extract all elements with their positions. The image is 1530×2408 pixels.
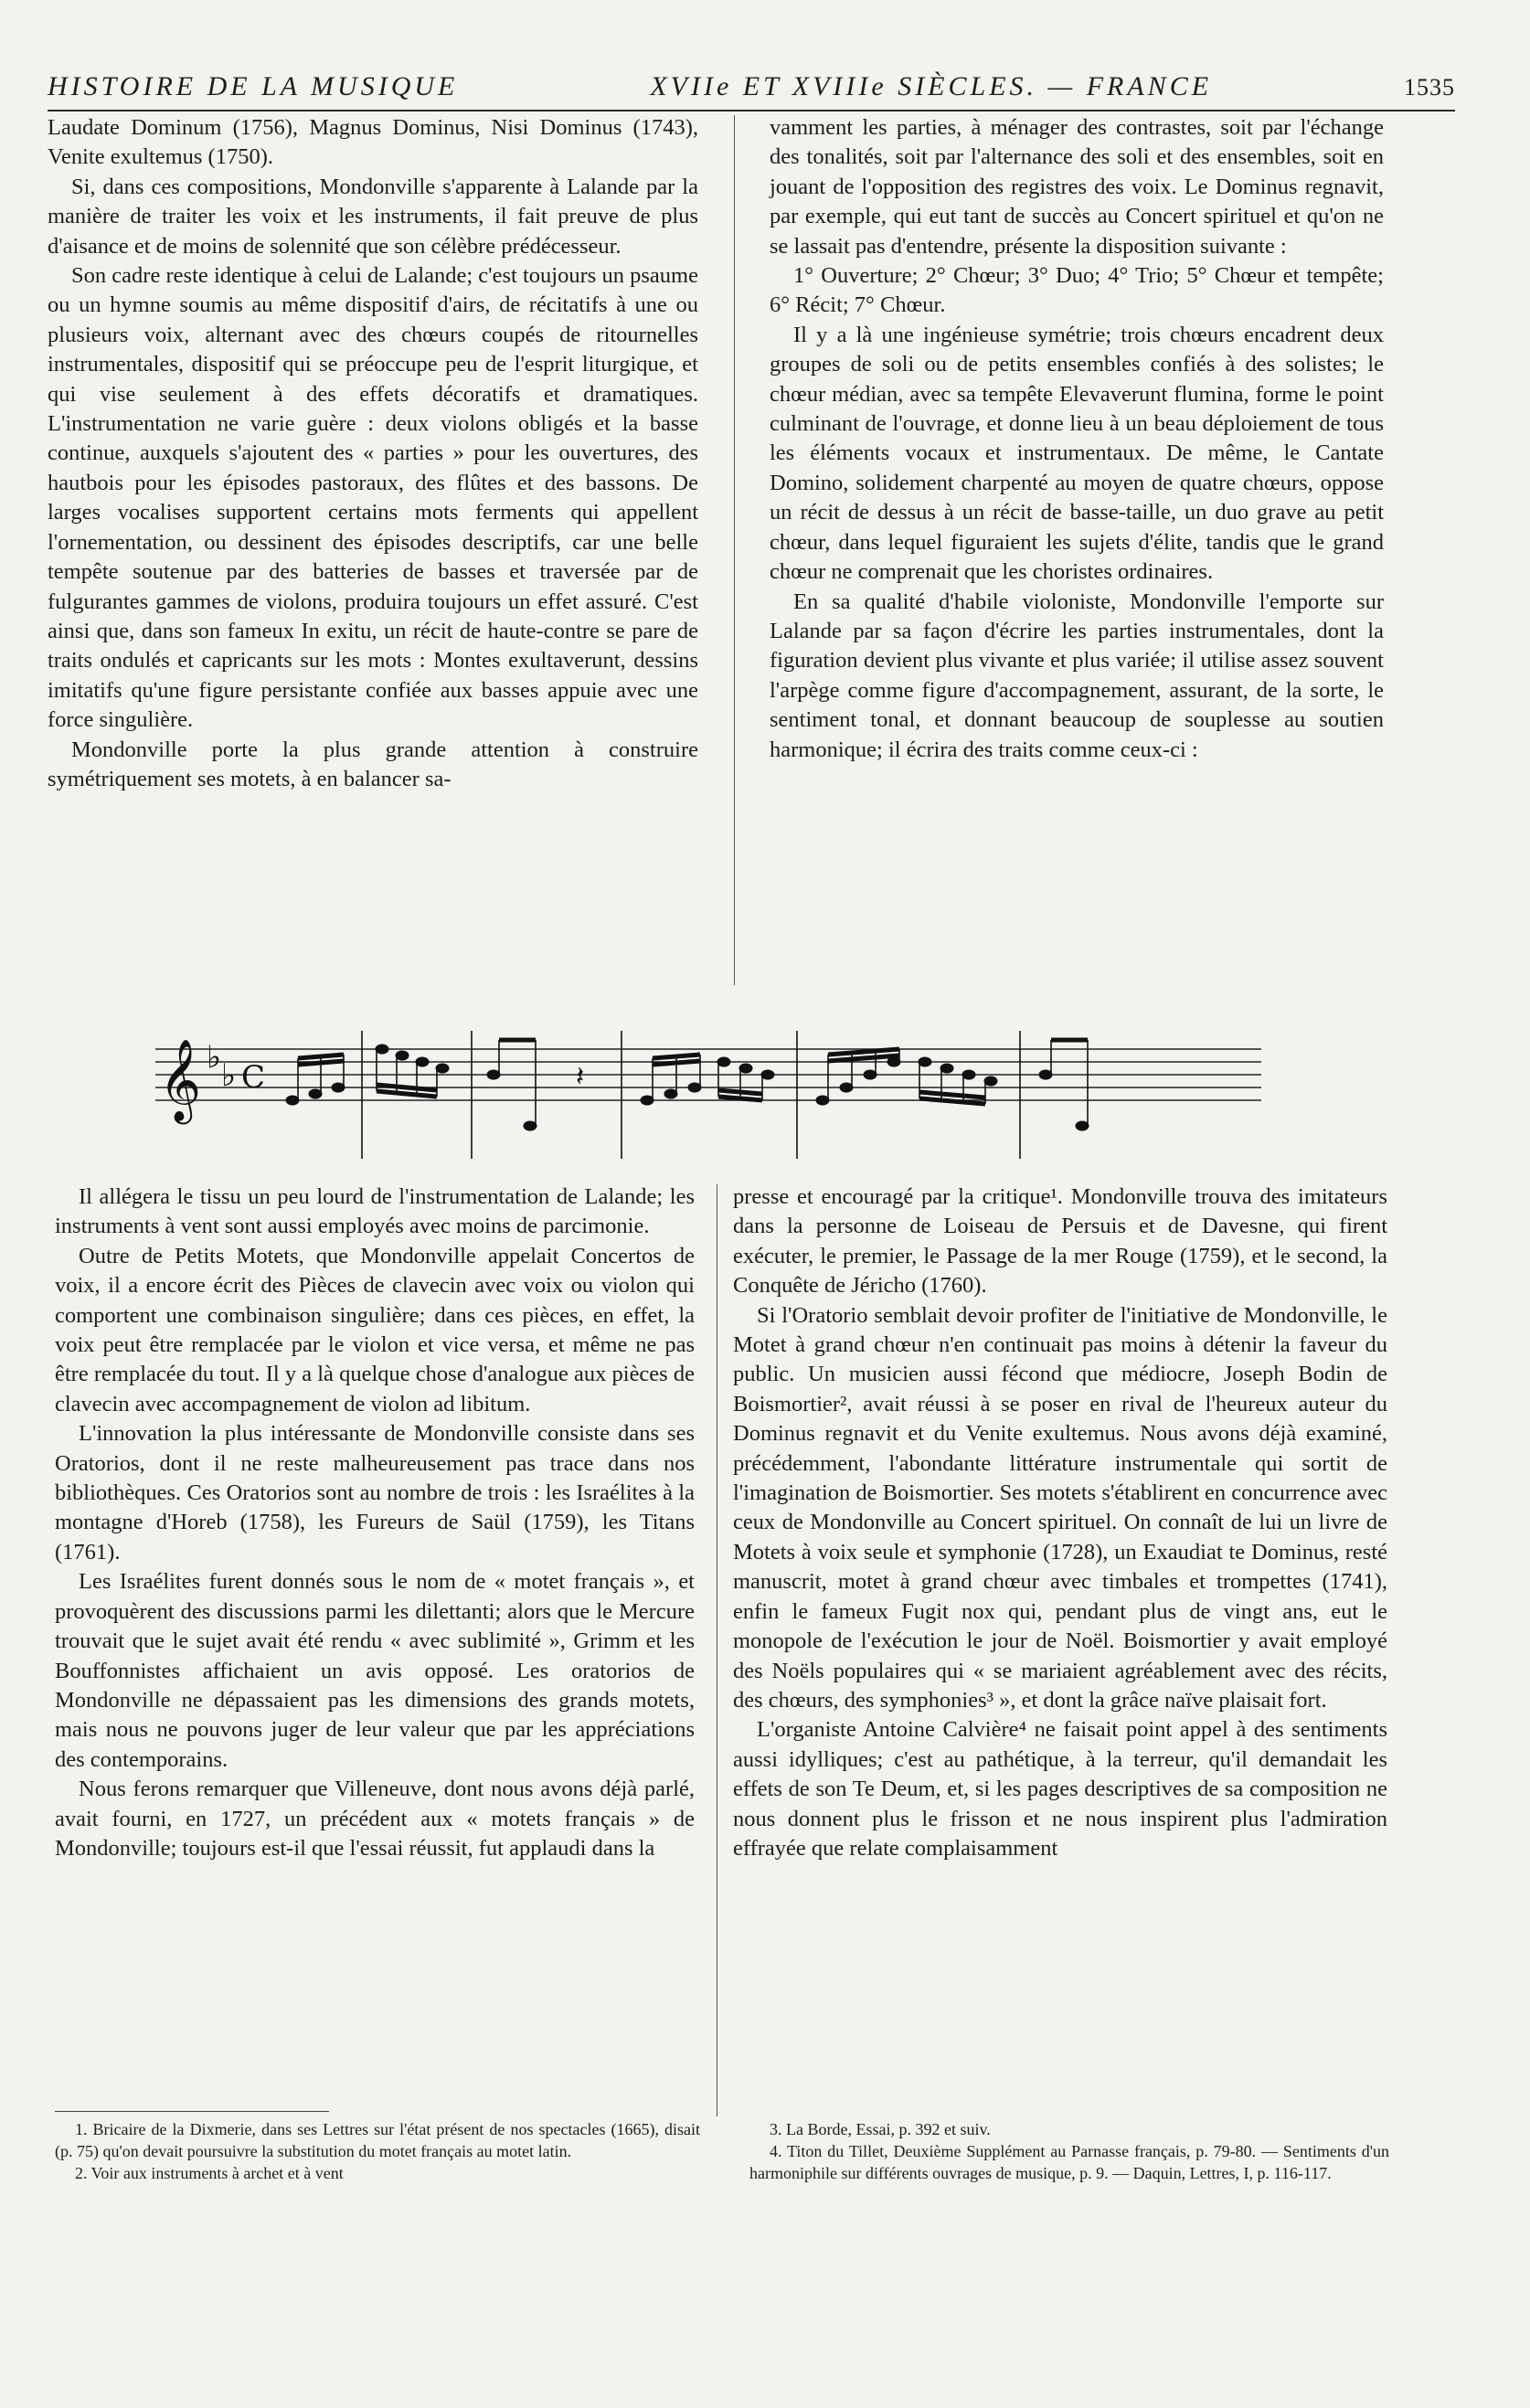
footnote: 1. Bricaire de la Dixmerie, dans ses Lettres sur l'état présent de nos spectacles (1665), disait (p. 75) qu'on devait poursuivre la substitution du motet français au motet latin. [55,2120,700,2160]
running-header [48,71,1455,111]
left-column-bottom [55,1183,695,1863]
paragraph: Il allégera le tissu un peu lourd de l'instrumentation de Lalande; les instruments à vent sont aussi employés avec moins de parcimonie. [55,1184,695,1239]
music-example [146,1022,1270,1168]
paragraph: Nous ferons remarquer que Villeneuve, dont nous avons déjà parlé, avait fourni, en 1727, un précédent aux « motets français » de Mondonville; toujours est-il que l'essai réussit, fut applaudi dans la [55,1777,695,1861]
paragraph: L'innovation la plus intéressante de Mondonville consiste dans ses Oratorios, dont il ne reste malheureusement pas trace dans nos bibliothèques. Ces Oratorios sont au nombre de trois : les Israélites à la montagne d'Horeb (1758), les Fureurs de Saül (1759), les Titans (1761). [55,1421,695,1565]
paragraph: Son cadre reste identique à celui de Lalande; c'est toujours un psaume ou un hymne soumis au même dispositif d'airs, de récitatifs à une ou plusieurs voix, alternant avec des chœurs coupés de ritournelles instrumentales, dispositif qui se préoccupe peu de l'esprit liturgique, et qui vise seulement à des effets décoratifs et dramatiques. L'instrumentation ne varie guère : deux violons obligés et la basse continue, auxquels s'ajoutent des « parties » pour les ouvertures, des hautbois pour les épisodes pastoraux, des flûtes et des bassons. De larges vocalises supportent certains mots ferments qui appellent l'ornementation, ou dessinent des épisodes descriptifs, car une belle tempête soutenue par des batteries de basses et traversée par de fulgurantes gammes de violons, produira toujours un effet assuré. C'est ainsi que, dans son fameux In exitu, un récit de haute-contre se pare de traits ondulés et capricants sur les mots : Montes exultaverunt, dessins imitatifs qu'une figure persistante confiée aux basses appuie avec une force singulière. [48,263,698,733]
treble-clef-icon: 𝄞 [159,1039,202,1121]
svg-text:𝄽: 𝄽 [576,1062,585,1092]
paragraph: vamment les parties, à ménager des contrastes, soit par l'échange des tonalités, soit par l'alternance des soli et des ensembles, soit en jouant de l'opposition des registres des voix. Le Dominus regnavit, par exemple, qui eut tant de succès au Concert spirituel et qu'on ne se lassait pas d'entendre, présente la disposition suivante : [770,115,1384,259]
page-number: 1535 [1404,74,1455,101]
paragraph: Si, dans ces compositions, Mondonville s'apparente à Lalande par la manière de traiter les voix et les instruments, il fait preuve de plus d'aisance et de moins de solennité que son célèbre prédécesseur. [48,174,698,259]
footnote: 4. Titon du Tillet, Deuxième Supplément au Parnasse français, p. 79-80. — Sentiments d'un harmoniphile sur différents ouvrages de musique, p. 9. — Daquin, Lettres, I, p. 116-117. [749,2142,1389,2182]
paragraph: Outre de Petits Motets, que Mondonville appelait Concertos de voix, il a encore écrit des Pièces de clavecin avec voix ou violon qui comportent une combinaison singulière; dans ces pièces, en effet, la voix peut être remplacée par le violon et vice versa, et même ne pas être remplacée du tout. Il y a là quelque chose d'analogue aux pièces de clavecin avec accompagnement de violon ad libitum. [55,1243,695,1416]
right-column-top [770,113,1384,765]
flat-icon: ♭ [207,1039,222,1076]
paragraph: L'organiste Antoine Calvière⁴ ne faisait point appel à des sentiments aussi idylliques; c'est au pathétique, à la terreur, qu'il demandait les effets de son Te Deum, et, si les pages descriptives de sa composition ne nous donnent plus le frisson et ne nous inspirent plus l'admiration effrayée que relate complaisamment [733,1717,1387,1861]
header-title-right: XVIIe ET XVIIIe SIÈCLES. — FRANCE [650,71,1213,101]
time-signature: C [241,1059,266,1096]
paragraph: 1° Ouverture; 2° Chœur; 3° Duo; 4° Trio; 5° Chœur et tempête; 6° Récit; 7° Chœur. [770,263,1384,318]
music-notes [286,1031,1089,1159]
paragraph: Il y a là une ingénieuse symétrie; trois chœurs encadrent deux groupes de soli ou de petits ensembles confiés à des solistes; le chœur médian, avec sa tempête Elevaverunt flumina, forme le point culminant de l'ouvrage, et donne lieu à un beau déploiement de tous les éléments vocaux et instrumentaux. De même, le Cantate Domino, solidement charpenté au moyen de quatre chœurs, oppose un récit de dessus à un récit de basse-taille, un duo grave au petit chœur, dans lequel figuraient les sujets d'élite, tandis que le grand chœur ne comprenait que les choristes ordinaires. [770,322,1384,585]
column-divider [734,115,735,985]
paragraph: presse et encouragé par la critique¹. Mondonville trouva des imitateurs dans la personne de Loiseau de Persuis et de Davesne, qui firent exécuter, le premier, le Passage de la mer Rouge (1759), et le second, la Conquête de Jéricho (1760). [733,1184,1387,1299]
paragraph: Les Israélites furent donnés sous le nom de « motet français », et provoquèrent des discussions parmi les dilettanti; alors que le Mercure trouvait que le sujet avait été rendu « avec sublimité », Grimm et les Bouffonnistes affichaient un avis opposé. Les oratorios de Mondonville ne dépassaient pas les dimensions des grands motets, mais nous ne pouvons juger de leur valeur que par les appréciations des contemporains. [55,1569,695,1772]
paragraph: Laudate Dominum (1756), Magnus Dominus, Nisi Dominus (1743), Venite exultemus (1750). [48,115,698,170]
footnotes-right [749,2118,1389,2184]
paragraph: Mondonville porte la plus grande attention à construire symétriquement ses motets, à en balancer sa- [48,737,698,791]
header-title-left: HISTOIRE DE LA MUSIQUE [48,71,459,101]
right-column-bottom [733,1183,1387,1863]
footnote: 3. La Borde, Essai, p. 392 et suiv. [770,2120,991,2138]
footnote: 2. Voir aux instruments à archet et à vent [75,2164,344,2182]
paragraph: En sa qualité d'habile violoniste, Mondonville l'emporte sur Lalande par sa façon d'écrire les parties instrumentales, dont la figuration devient plus vivante et plus variée; il utilise assez souvent l'arpège comme figure d'accompagnement, assurant, de la sorte, le sentiment tonal, et donnant beaucoup de souplesse au soutien harmonique; il écrira des traits comme ceux-ci : [770,589,1384,762]
footnotes-left [55,2118,700,2184]
paragraph: Si l'Oratorio semblait devoir profiter de l'initiative de Mondonville, le Motet à grand chœur n'en continuait pas moins à détenir la faveur du public. Un musicien aussi fécond que médiocre, Joseph Bodin de Boismortier², avait réussi à se poser en rival de l'heureux auteur du Dominus regnavit et du Venite exultemus. Nous avons déjà examiné, précédemment, l'abondante littérature instrumentale qui sortit de l'imagination de Boismortier. Ses motets s'établirent en concurrence avec ceux de Mondonville au Concert spirituel. On connaît de lui un livre de Motets à voix seule et symphonie (1728), un Exaudiat te Dominus, resté manuscrit, motet à grand chœur avec timbales et trompettes (1741), enfin le fameux Fugit nox qui, pendant plus de vingt ans, eut le monopole de l'exécution le jour de Noël. Boismortier y avait employé des Noëls populaires qui « se mariaient agréablement avec des récits, des chœurs, des symphonies³ », et dont la grâce naïve plaisait fort. [733,1302,1387,1713]
left-column-top [48,113,698,794]
footnote-divider [55,2111,329,2112]
flat-icon: ♭ [221,1057,237,1094]
